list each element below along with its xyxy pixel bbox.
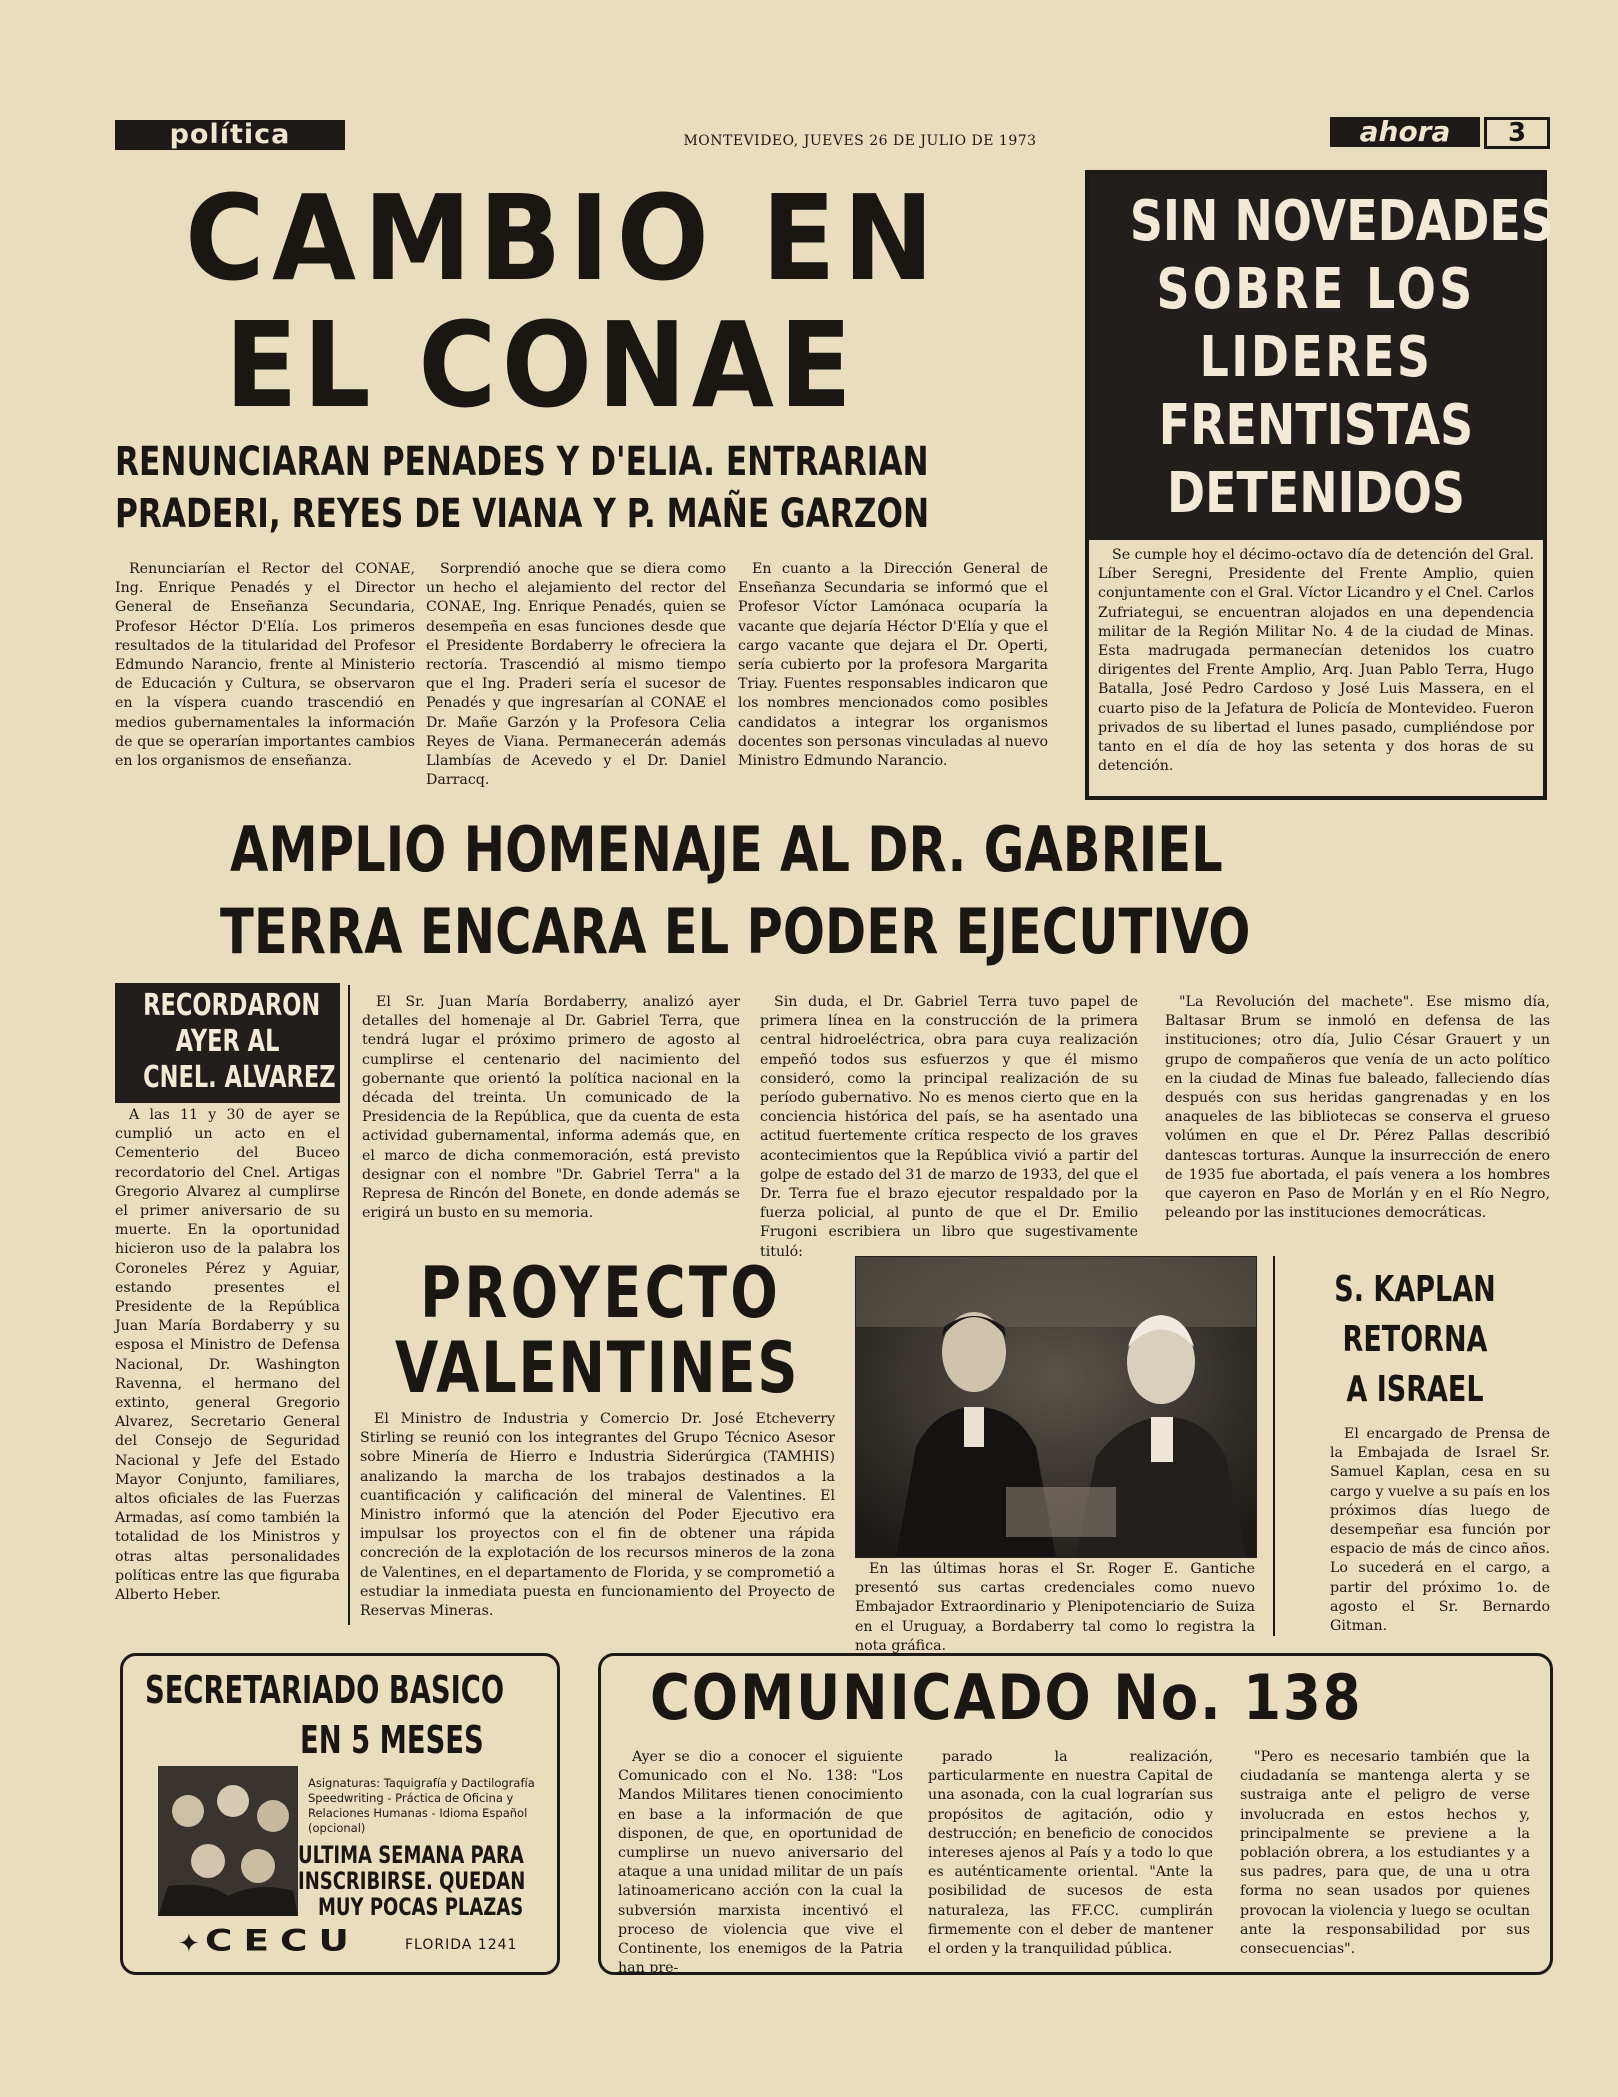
ad-headline-1: SECRETARIADO BASICO bbox=[145, 1668, 505, 1712]
sidebar-headline-line: LIDERES bbox=[1199, 325, 1433, 390]
alvarez-text: A las 11 y 30 de ayer se cumplió un acto en el Cementerio del Buceo recordatorio del Cnel. Artigas Gregorio Alvarez al cumplirse el primer aniversario de su muerte. En la oportunidad hicieron uso de la palabra los Coroneles Pérez y Aguiar, estando presentes el Presidente de la República Juan María Bordaberry y su esposa el Ministro de Defensa Nacional, Dr. Washington Ravenna, el hermano del extinto, general Gregorio Alvarez, Secretario General del Consejo de Seguridad Nacional y Jefe del Estado Mayor Conjunto, familiares, altos oficiales de las Fuerzas Armadas, así como también la totalidad de los Ministros y otras altas personalidades políticas entre las que figuraba Alberto Heber. bbox=[115, 1107, 340, 1604]
embassy-photo bbox=[855, 1256, 1257, 1558]
lead-column-2: Sorprendió anoche que se diera como un hecho el alejamiento del rector del CONAE, Ing. Enrique Penadés, quien se desempeña en esas funciones desde que el Presidente Bordaberry le ofreciera la rectoría. Trascendió al mismo tiempo que el Ing. Praderi sería el sucesor de Penadés y que ingresarían al CONAE el Dr. Mañe Garzón y la Profesora Celia Reyes de Viana. Permanecerán además Llambías de Acevedo y el Dr. Daniel Darracq. bbox=[426, 561, 726, 789]
sidebar-headline bbox=[1089, 188, 1554, 528]
homenaje-column-2: Sin duda, el Dr. Gabriel Terra tuvo papel de primera línea en la construcción de la primera central hidroeléctrica, obra para cuya realización empeñó todos sus esfuerzos y que él mismo consideró, como la principal realización de su período gubernativo. No es menos cierto que en la conciencia histórica del país, se ha asentado una actitud fuertemente crítica respecto de los graves acontecimientos que la República vivió a partir del golpe de estado del 31 de marzo de 1933, del que el Dr. Terra fue el brazo ejecutor respaldado por la fuerza policial, al punto de que el Dr. Emilio Frugoni escribiera un libro que sugestivamente tituló: bbox=[760, 994, 1138, 1260]
column-rule bbox=[348, 985, 350, 1625]
sidebar-text: Se cumple hoy el décimo-octavo día de detención del Gral. Líber Seregni, Presidente del Frente Amplio, quien conjuntamente con el Gral. Víctor Licandro y el Cnel. Carlos Zufriategui, se encuentran alojados en una dependencia militar de la Región Militar No. 4 de la ciudad de Minas. Esta madrugada permanecían detenidos los cuatro dirigentes del Frente Amplio, Arq. Juan Pablo Terra, Hugo Batalla, José Pedro Cardoso y José Luis Massera, en el cuarto piso de la Jefatura de Policía de Montevideo. Fueron privados de su libertad el lunes pasado, cumpliéndose por tanto en el día de hoy las setenta y dos horas de su detención. bbox=[1098, 547, 1534, 775]
lead-column-3: En cuanto a la Dirección General de Enseñanza Secundaria se informó que el Profesor Víctor Lamónaca ocuparía la vacante que dejaría Héctor D'Elía y que el cargo vacante que dejara el Dr. Operti, sería cubierto por la profesora Margarita Triay. Fuentes responsables indicaron que los nombres mencionados como posibles candidatos a integrar los organismos docentes son personas vinculadas al nuevo Ministro Edmundo Narancio. bbox=[738, 561, 1048, 770]
ad-address: FLORIDA 1241 bbox=[405, 1937, 518, 1953]
kaplan-headline-line: A ISRAEL bbox=[1346, 1369, 1484, 1410]
kaplan-headline-line: S. KAPLAN bbox=[1334, 1269, 1496, 1310]
ad-headline-2: EN 5 MESES bbox=[300, 1718, 484, 1762]
valentines-headline-1: PROYECTO bbox=[420, 1252, 782, 1334]
comunicado-column-2: parado la realización, particularmente en nuestra Capital de una asonada, con la cual lograrían sus propósitos de agitación, odio y destrucción; en beneficio de conocidos intereses ajenos al País y a todo lo que es auténticamente oriental. "Ante la posibilidad de sucesos de esta naturaleza, las FF.CC. cumplirán firmemente con el deber de mantener el orden y la tranquilidad pública. bbox=[928, 1749, 1213, 1958]
ad-photo-image bbox=[158, 1766, 298, 1916]
column-rule bbox=[1273, 1256, 1275, 1636]
page-number: 3 bbox=[1507, 118, 1527, 148]
valentines-headline-2: VALENTINES bbox=[395, 1327, 800, 1409]
photo-image bbox=[856, 1257, 1256, 1557]
homenaje-headline-1: AMPLIO HOMENAJE AL DR. GABRIEL bbox=[230, 813, 1223, 886]
lead-column-1: Renunciarían el Rector del CONAE, Ing. Enrique Penadés y el Director General de Enseñanza Secundaria, Profesor Héctor D'Elía. Los primeros resultados de la titularidad del Profesor Edmundo Narancio, frente al Ministerio de Educación y Cultura, se observaron en la víspera cuando trascendió en medios gubernamentales la información de que se operarían importantes cambios en los organismos de enseñanza. bbox=[115, 561, 415, 770]
ad-photo bbox=[158, 1766, 298, 1916]
comunicado-column-1: Ayer se dio a conocer el siguiente Comunicado con el No. 138: "Los Mandos Militares tienen conocimiento en base a la información de que disponen, de que, en oportunidad de cumplirse un nuevo aniversario del ataque a una unidad militar de un país latinoamericano acción con la cual la subversión marxista incentivó el proceso de violencia que vive el Continente, los enemigos de la Patria han pre- bbox=[618, 1749, 903, 1977]
lead-headline-1: CAMBIO EN bbox=[185, 169, 942, 307]
alvarez-tag-text bbox=[115, 988, 340, 1096]
kaplan-text: El encargado de Prensa de la Embajada de Israel Sr. Samuel Kaplan, cesa en su cargo y vuelve a su país en los próximos días luego de desempeñar esa función por espacio de más de cinco años. Lo sucederá en el cargo, a partir del próximo 1o. de agosto el Sr. Bernardo Gitman. bbox=[1330, 1426, 1550, 1635]
sidebar-headline-line: DETENIDOS bbox=[1167, 461, 1465, 526]
dateline: MONTEVIDEO, JUEVES 26 DE JULIO DE 1973 bbox=[683, 133, 1037, 149]
homenaje-headline-2: TERRA ENCARA EL PODER EJECUTIVO bbox=[220, 895, 1251, 968]
sidebar-headline-line: SOBRE LOS bbox=[1156, 257, 1476, 322]
ad-brand: CECU bbox=[205, 1924, 360, 1959]
paper-name: ahora bbox=[1330, 117, 1480, 147]
section-label: política bbox=[115, 120, 345, 150]
ad-cta-3: MUY POCAS PLAZAS bbox=[318, 1893, 524, 1921]
sidebar-headline-line: FRENTISTAS bbox=[1158, 393, 1474, 458]
alvarez-tag-line: RECORDARON bbox=[143, 988, 321, 1023]
sidebar-headline-line: SIN NOVEDADES bbox=[1129, 189, 1554, 254]
ad-cta-2: INSCRIBIRSE. QUEDAN bbox=[298, 1867, 526, 1895]
comunicado-headline: COMUNICADO No. 138 bbox=[650, 1661, 1363, 1734]
homenaje-column-3: "La Revolución del machete". Ese mismo día, Baltasar Brum se inmoló en defensa de las instituciones; otro día, Julio César Grauert y un grupo de compañeros que venía de un acto político en la ciudad de Minas fue baleado, falleciendo días después con sus heridas gangrenadas y en los anaqueles de las bibliotecas se conserva el grueso volúmen en que el Dr. Pérez Pallas describió dantescas torturas. Aunque la insurrección de enero de 1935 fue abortada, el país venera a los hombres que cayeron en Paso de Morlán y en el Río Negro, peleando por las instituciones democráticas. bbox=[1165, 994, 1550, 1222]
ad-cta-1: ULTIMA SEMANA PARA bbox=[298, 1841, 524, 1869]
alvarez-tag-line: AYER AL bbox=[175, 1024, 280, 1059]
valentines-text: El Ministro de Industria y Comercio Dr. José Etcheverry Stirling se reunió con los integrantes del Grupo Técnico Asesor sobre Minería de Hierro e Industria Siderúrgica (TAMHIS) analizando la marcha de los trabajos destinados a la cuantificación y calificación del mineral de Valentines. El Ministro informó que la atención del Poder Ejecutivo era impulsar los proyectos con el fin de obtener una rápida concreción de la explotación de los recursos mineros de la zona de Valentines, en el departamento de Florida, y se comprometió a estudiar la inmediata puesta en funcionamiento del Proyecto de Reservas Mineras. bbox=[360, 1411, 835, 1620]
kaplan-headline bbox=[1290, 1265, 1540, 1415]
cecu-logo-icon: ✦ bbox=[178, 1929, 200, 1959]
photo-caption: En las últimas horas el Sr. Roger E. Gantiche presentó sus cartas credenciales como nuevo Embajador Extraordinario y Plenipotenciario de Suiza en el Uruguay, a Bordaberry tal como lo registra la nota gráfica. bbox=[855, 1561, 1255, 1654]
lead-subhead-2: PRADERI, REYES DE VIANA Y P. MAÑE GARZON bbox=[115, 491, 930, 537]
kaplan-headline-line: RETORNA bbox=[1342, 1319, 1488, 1360]
ad-subjects: Asignaturas: Taquigrafía y Dactilografía Speedwriting - Práctica de Oficina y Relaciones Humanas - Idioma Español (opcional) bbox=[308, 1776, 535, 1835]
homenaje-column-1: El Sr. Juan María Bordaberry, analizó ayer detalles del homenaje al Dr. Gabriel Terra, que tendrá lugar el próximo primero de agosto al cumplirse el centenario del nacimiento del gobernante que orientó la política nacional en la década del treinta. Un comunicado de la Presidencia de la República, que da cuenta de esta actividad gubernamental, informa además que, en el marco de dicha conmemoración, está previsto designar con el nombre "Dr. Gabriel Terra" a la Represa de Rincón del Bonete, en donde además se erigirá un busto en su memoria. bbox=[362, 994, 740, 1222]
alvarez-tag-line: CNEL. ALVAREZ bbox=[143, 1060, 336, 1095]
lead-headline-2: EL CONAE bbox=[225, 296, 858, 434]
comunicado-column-3: "Pero es necesario también que la ciudadanía se mantenga alerta y se sustraiga ante el peligro de verse involucrada en estos hechos y, principalmente se previene a la población obrera, a los estudiantes y a sus padres, para que, de una u otra forma no sean usados por quienes provocan la violencia y luego se ocultan ante la responsabilidad por sus consecuencias". bbox=[1240, 1749, 1530, 1958]
lead-subhead-1: RENUNCIARAN PENADES Y D'ELIA. ENTRARIAN bbox=[115, 439, 929, 485]
